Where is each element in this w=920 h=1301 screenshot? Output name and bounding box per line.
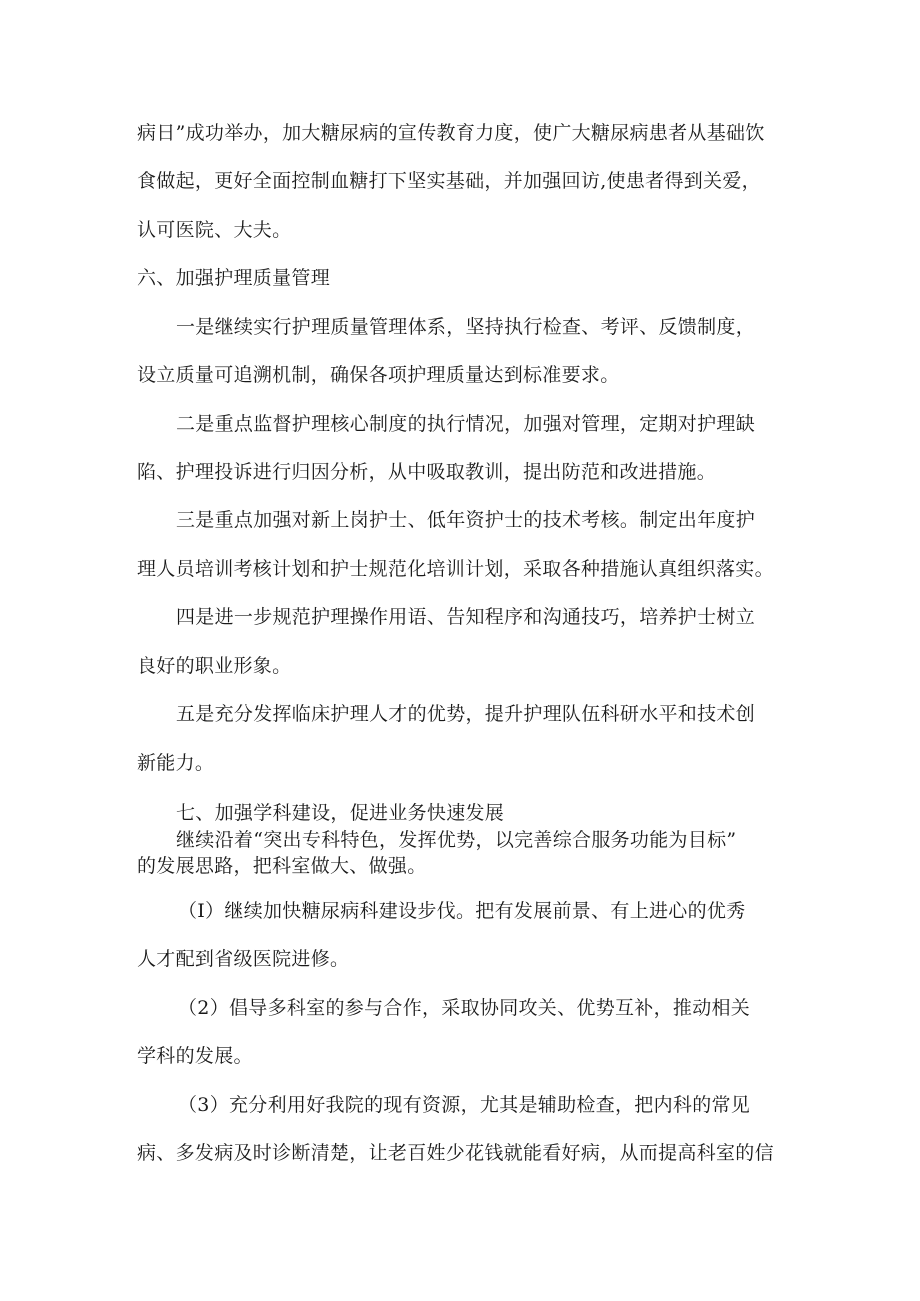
list-item-line: 人才配到省级医院进修。 bbox=[137, 948, 350, 970]
body-text-line: 新能力。 bbox=[137, 752, 215, 774]
list-item-line: 学科的发展。 bbox=[137, 1045, 253, 1067]
body-text-line: 病日”成功举办，加大糖尿病的宣传教育力度，使广大糖尿病患者从基础饮 bbox=[137, 122, 765, 144]
body-text-line: 设立质量可追溯机制，确保各项护理质量达到标准要求。 bbox=[137, 364, 620, 386]
body-text-line: 二是重点监督护理核心制度的执行情况，加强对管理，定期对护理缺 bbox=[176, 413, 756, 435]
section-heading: 七、加强学科建设，促进业务快速发展 bbox=[176, 802, 505, 824]
body-text-line: 认可医院、大夫。 bbox=[137, 219, 292, 241]
list-item-line: （2）倡导多科室的参与合作，采取协同攻关、优势互补，推动相关 bbox=[178, 997, 751, 1019]
body-text-line: 四是进一步规范护理操作用语、告知程序和沟通技巧，培养护士树立 bbox=[176, 606, 756, 628]
body-text-line: 三是重点加强对新上岗护士、低年资护士的技术考核。制定出年度护 bbox=[176, 509, 756, 531]
list-item-line: 病、多发病及时诊断清楚，让老百姓少花钱就能看好病，从而提高科室的信 bbox=[137, 1142, 774, 1164]
body-text-line: 一是继续实行护理质量管理体系，坚持执行检查、考评、反馈制度， bbox=[176, 316, 756, 338]
body-text-line: 良好的职业形象。 bbox=[137, 655, 292, 677]
body-text-line: 理人员培训考核计划和护士规范化培训计划，采取各种措施认真组织落实。 bbox=[137, 558, 774, 580]
body-text-line: 五是充分发挥临床护理人才的优势，提升护理队伍科研水平和技术创 bbox=[176, 703, 756, 725]
body-text-line: 继续沿着“突出专科特色，发挥优势，以完善综合服务功能为目标” bbox=[176, 829, 737, 851]
body-text-line: 陷、护理投诉进行归因分析，从中吸取教训，提出防范和改进措施。 bbox=[137, 461, 717, 483]
body-text-line: 食做起，更好全面控制血糖打下坚实基础，并加强回访,使患者得到关爱， bbox=[137, 170, 761, 192]
section-heading: 六、加强护理质量管理 bbox=[137, 267, 331, 289]
list-item-line: （I）继续加快糖尿病科建设步伐。把有发展前景、有上进心的优秀 bbox=[178, 900, 746, 922]
body-text-line: 的发展思路，把科室做大、做强。 bbox=[137, 855, 427, 877]
list-item-line: （3）充分利用好我院的现有资源，尤其是辅助检查，把内科的常见 bbox=[178, 1094, 751, 1116]
